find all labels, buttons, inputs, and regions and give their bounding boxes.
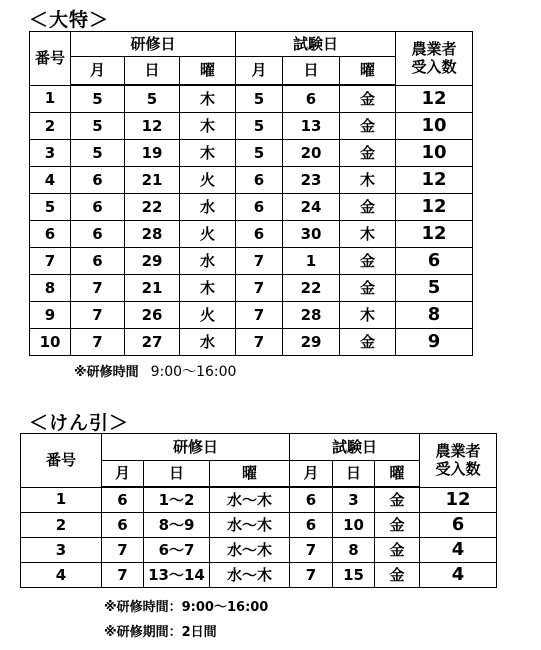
cell-farmers: 4 <box>420 563 497 588</box>
cell-number: 5 <box>30 194 71 221</box>
cell-exam-day: 8 <box>333 538 375 563</box>
col-header-exam-day: 日 <box>283 57 340 86</box>
header-row <box>21 434 497 461</box>
col-header-exam-date: 試験日 <box>290 434 420 461</box>
cell-exam-month: 7 <box>290 538 333 563</box>
col-header-exam-month: 月 <box>236 57 283 86</box>
cell-farmers: 12 <box>396 167 473 194</box>
schedule-table-kenin <box>20 433 497 588</box>
col-header-exam-day: 日 <box>333 461 375 488</box>
training-hours-note-2: ※研修時間：9:00～16:00 <box>104 600 269 615</box>
cell-exam-month: 7 <box>236 248 283 275</box>
cell-exam-weekday: 金 <box>340 113 396 140</box>
cell-exam-day: 23 <box>283 167 340 194</box>
cell-exam-day: 30 <box>283 221 340 248</box>
cell-training-day: 13～14 <box>144 563 210 588</box>
cell-number: 2 <box>21 513 102 538</box>
table-row <box>30 248 473 275</box>
table-row <box>21 538 497 563</box>
cell-training-day: 22 <box>125 194 180 221</box>
cell-training-day: 5 <box>125 85 180 113</box>
col-header-farmers <box>396 32 473 86</box>
col-header-exam-weekday: 曜 <box>340 57 396 86</box>
cell-training-day: 21 <box>125 167 180 194</box>
cell-training-month: 7 <box>71 275 125 302</box>
cell-training-day: 21 <box>125 275 180 302</box>
cell-exam-month: 6 <box>236 194 283 221</box>
cell-number: 10 <box>30 329 71 356</box>
col-header-training-month: 月 <box>71 57 125 86</box>
cell-training-weekday: 水 <box>180 329 236 356</box>
table-row <box>30 275 473 302</box>
cell-training-day: 19 <box>125 140 180 167</box>
cell-number: 7 <box>30 248 71 275</box>
table-row <box>30 302 473 329</box>
col-header-exam-weekday: 曜 <box>375 461 420 488</box>
col-header-farmers-label: 農業者受入数 <box>435 441 481 479</box>
table-row <box>30 85 473 113</box>
cell-exam-day: 15 <box>333 563 375 588</box>
cell-training-month: 6 <box>102 513 144 538</box>
col-header-exam-month: 月 <box>290 461 333 488</box>
cell-exam-weekday: 金 <box>340 248 396 275</box>
cell-exam-weekday: 金 <box>375 538 420 563</box>
cell-exam-weekday: 金 <box>340 329 396 356</box>
cell-exam-month: 5 <box>236 85 283 113</box>
cell-farmers: 12 <box>396 85 473 113</box>
cell-number: 1 <box>30 85 71 113</box>
cell-training-month: 6 <box>71 248 125 275</box>
cell-training-weekday: 水～木 <box>210 513 290 538</box>
cell-number: 9 <box>30 302 71 329</box>
schedule-table-daitoku <box>29 31 473 356</box>
col-header-farmers <box>420 434 497 488</box>
cell-training-weekday: 火 <box>180 221 236 248</box>
cell-exam-day: 29 <box>283 329 340 356</box>
table-row <box>21 513 497 538</box>
cell-training-weekday: 水～木 <box>210 563 290 588</box>
cell-training-month: 7 <box>71 329 125 356</box>
cell-number: 1 <box>21 487 102 513</box>
cell-farmers: 9 <box>396 329 473 356</box>
cell-exam-weekday: 金 <box>375 563 420 588</box>
cell-number: 6 <box>30 221 71 248</box>
cell-exam-weekday: 木 <box>340 167 396 194</box>
cell-farmers: 5 <box>396 275 473 302</box>
training-hours-note <box>74 361 236 381</box>
cell-exam-month: 7 <box>290 563 333 588</box>
col-header-farmers-label: 農業者受入数 <box>411 39 457 77</box>
cell-farmers: 6 <box>420 513 497 538</box>
table-row <box>30 194 473 221</box>
cell-exam-day: 22 <box>283 275 340 302</box>
col-header-number: 番号 <box>21 434 102 488</box>
cell-exam-month: 5 <box>236 113 283 140</box>
cell-training-day: 29 <box>125 248 180 275</box>
cell-training-weekday: 水 <box>180 248 236 275</box>
cell-exam-weekday: 木 <box>340 302 396 329</box>
table-row <box>30 113 473 140</box>
cell-farmers: 12 <box>396 221 473 248</box>
cell-exam-month: 6 <box>290 513 333 538</box>
cell-training-weekday: 水～木 <box>210 487 290 513</box>
cell-exam-weekday: 金 <box>375 487 420 513</box>
cell-training-month: 6 <box>71 194 125 221</box>
cell-training-month: 7 <box>102 563 144 588</box>
col-header-number: 番号 <box>30 32 71 86</box>
training-period-note: ※研修期間：2日間 <box>104 625 217 640</box>
cell-training-day: 28 <box>125 221 180 248</box>
cell-exam-day: 6 <box>283 85 340 113</box>
cell-training-weekday: 木 <box>180 140 236 167</box>
cell-exam-weekday: 金 <box>340 275 396 302</box>
cell-training-month: 7 <box>71 302 125 329</box>
cell-training-day: 8～9 <box>144 513 210 538</box>
cell-exam-day: 13 <box>283 113 340 140</box>
cell-training-month: 7 <box>102 538 144 563</box>
cell-training-day: 1～2 <box>144 487 210 513</box>
cell-number: 3 <box>30 140 71 167</box>
col-header-training-day: 日 <box>125 57 180 86</box>
cell-training-weekday: 木 <box>180 85 236 113</box>
cell-exam-month: 6 <box>236 167 283 194</box>
cell-exam-month: 6 <box>236 221 283 248</box>
header-row <box>30 32 473 57</box>
cell-farmers: 12 <box>420 487 497 513</box>
cell-farmers: 4 <box>420 538 497 563</box>
cell-exam-weekday: 金 <box>340 85 396 113</box>
col-header-exam-date: 試験日 <box>236 32 396 57</box>
cell-training-day: 6～7 <box>144 538 210 563</box>
table-row <box>21 487 497 513</box>
cell-training-weekday: 水 <box>180 194 236 221</box>
cell-training-weekday: 木 <box>180 275 236 302</box>
cell-exam-month: 7 <box>236 275 283 302</box>
cell-training-day: 12 <box>125 113 180 140</box>
col-header-training-weekday: 曜 <box>210 461 290 488</box>
cell-exam-day: 20 <box>283 140 340 167</box>
cell-number: 4 <box>21 563 102 588</box>
cell-training-weekday: 水～木 <box>210 538 290 563</box>
table-row <box>30 221 473 248</box>
cell-training-month: 6 <box>71 221 125 248</box>
cell-exam-month: 5 <box>236 140 283 167</box>
cell-exam-month: 7 <box>236 302 283 329</box>
cell-training-day: 27 <box>125 329 180 356</box>
col-header-training-date: 研修日 <box>71 32 236 57</box>
cell-training-weekday: 火 <box>180 302 236 329</box>
cell-training-day: 26 <box>125 302 180 329</box>
cell-exam-day: 3 <box>333 487 375 513</box>
cell-exam-weekday: 金 <box>340 140 396 167</box>
cell-training-month: 5 <box>71 140 125 167</box>
cell-number: 3 <box>21 538 102 563</box>
section-heading-kenin: ＜けん引＞ <box>29 412 130 434</box>
cell-exam-weekday: 金 <box>375 513 420 538</box>
table-row <box>30 140 473 167</box>
cell-farmers: 10 <box>396 140 473 167</box>
cell-exam-month: 6 <box>290 487 333 513</box>
table-row <box>30 167 473 194</box>
cell-farmers: 12 <box>396 194 473 221</box>
cell-farmers: 6 <box>396 248 473 275</box>
cell-exam-day: 10 <box>333 513 375 538</box>
cell-training-month: 5 <box>71 113 125 140</box>
cell-training-weekday: 木 <box>180 113 236 140</box>
cell-training-month: 6 <box>102 487 144 513</box>
cell-training-weekday: 火 <box>180 167 236 194</box>
cell-training-month: 6 <box>71 167 125 194</box>
cell-exam-month: 7 <box>236 329 283 356</box>
cell-exam-day: 24 <box>283 194 340 221</box>
cell-number: 4 <box>30 167 71 194</box>
training-hours-value: 9:00～16:00 <box>150 364 237 380</box>
cell-training-month: 5 <box>71 85 125 113</box>
cell-exam-weekday: 木 <box>340 221 396 248</box>
table-row <box>21 563 497 588</box>
cell-farmers: 8 <box>396 302 473 329</box>
cell-number: 2 <box>30 113 71 140</box>
cell-number: 8 <box>30 275 71 302</box>
training-hours-label: ※研修時間 <box>74 365 139 380</box>
table-row <box>30 329 473 356</box>
col-header-training-weekday: 曜 <box>180 57 236 86</box>
col-header-training-month: 月 <box>102 461 144 488</box>
col-header-training-date: 研修日 <box>102 434 290 461</box>
section-heading-daitoku: ＜大特＞ <box>29 9 110 31</box>
cell-exam-weekday: 金 <box>340 194 396 221</box>
cell-exam-day: 1 <box>283 248 340 275</box>
cell-farmers: 10 <box>396 113 473 140</box>
cell-exam-day: 28 <box>283 302 340 329</box>
col-header-training-day: 日 <box>144 461 210 488</box>
